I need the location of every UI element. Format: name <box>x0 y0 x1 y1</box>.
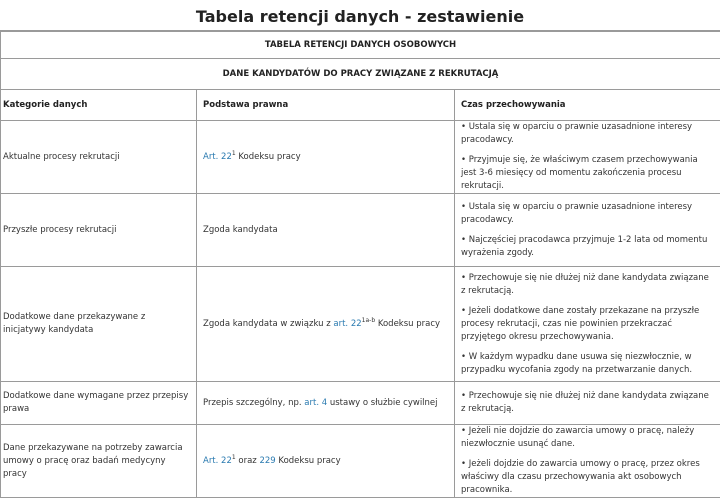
legal-basis-cell <box>197 194 455 267</box>
retention-bullet: • Jeżeli nie dojdzie do zawarcia umowy o pracę, należy niezwłocznie usunąć dane. <box>461 426 695 449</box>
legal-basis-text: Kodeksu pracy <box>235 151 301 162</box>
retention-bullet: • Najczęściej pracodawca przyjmuje 1-2 lata od momentu wyrażenia zgody. <box>461 234 708 258</box>
subsection-title-row <box>1 59 720 90</box>
retention-bullet: • Jeżeli dojdzie do zawarcia umowy o pracę, przez okres właściwy dla czasu przechowywania akt osobowych pracownika. <box>461 459 700 495</box>
column-header-retention: Czas przechowywania <box>455 90 720 121</box>
retention-bullet: • Ustala się w oparciu o prawnie uzasadnione interesy pracodawcy. <box>461 122 693 145</box>
retention-bullet: • W każdym wypadku dane usuwa się niezwłocznie, w przypadku wycofania zgody na przetwarzanie danych. <box>461 351 693 375</box>
legal-basis-cell <box>197 121 455 194</box>
legal-basis-text: oraz <box>235 455 260 466</box>
legal-basis-cell <box>197 267 455 382</box>
section-title: TABELA RETENCJI DANYCH OSOBOWYCH <box>1 32 720 59</box>
article-superscript: 1a-b <box>361 316 376 324</box>
page-title: Tabela retencji danych - zestawienie <box>0 0 720 31</box>
article-superscript: 1 <box>231 453 236 461</box>
column-header-category: Kategorie danych <box>1 90 197 121</box>
legal-basis-text: Zgoda kandydata w związku z <box>203 318 334 329</box>
retention-cell <box>455 425 720 498</box>
retention-cell <box>455 121 720 194</box>
retention-bullet: • Przyjmuje się, że właściwym czasem przechowywania jest 3-6 miesięcy od momentu zakończenia procesu rekrutacji. <box>461 155 698 191</box>
legal-basis-text: Kodeksu pracy <box>375 318 441 329</box>
category-cell: Aktualne procesy rekrutacji <box>1 121 197 194</box>
law-article-link[interactable]: Art. 22 <box>203 455 232 466</box>
retention-cell <box>455 194 720 267</box>
table-row <box>1 194 720 267</box>
legal-basis-cell <box>197 382 455 425</box>
retention-cell <box>455 267 720 382</box>
retention-bullet: • Przechowuje się nie dłużej niż dane kandydata związane z rekrutacją. <box>461 391 709 414</box>
law-article-link[interactable]: 229 <box>259 455 276 466</box>
law-article-link[interactable]: art. 22 <box>333 318 362 329</box>
law-article-link[interactable]: art. 4 <box>304 397 328 408</box>
law-article-link[interactable]: Art. 22 <box>203 151 232 162</box>
category-cell: Dodatkowe dane wymagane przez przepisy prawa <box>1 382 197 425</box>
section-title-row <box>1 32 720 59</box>
retention-cell <box>455 382 720 425</box>
retention-bullet: • Ustala się w oparciu o prawnie uzasadnione interesy pracodawcy. <box>461 201 693 225</box>
category-cell: Dodatkowe dane przekazywane z inicjatywy kandydata <box>1 267 197 382</box>
retention-bullet: • Jeżeli dodatkowe dane zostały przekazane na przyszłe procesy rekrutacji, czas nie powinien przekraczać przyjętego okresu przechowywania. <box>461 305 700 342</box>
legal-basis-cell <box>197 425 455 498</box>
table-row <box>1 382 720 425</box>
subsection-title: DANE KANDYDATÓW DO PRACY ZWIĄZANE Z REKRUTACJĄ <box>1 59 720 90</box>
column-header-legal-basis: Podstawa prawna <box>197 90 455 121</box>
category-cell: Przyszłe procesy rekrutacji <box>1 194 197 267</box>
legal-basis-text: ustawy o służbie cywilnej <box>327 397 438 408</box>
table-row <box>1 121 720 194</box>
category-cell: Dane przekazywane na potrzeby zawarcia umowy o pracę oraz badań medycyny pracy <box>1 425 197 498</box>
legal-basis-text: Kodeksu pracy <box>275 455 341 466</box>
column-header-row <box>1 90 720 121</box>
table-row <box>1 425 720 498</box>
retention-bullet: • Przechowuje się nie dłużej niż dane kandydata związane z rekrutacją. <box>461 272 709 296</box>
retention-table <box>0 31 720 498</box>
legal-basis-text: Przepis szczególny, np. <box>203 397 305 408</box>
table-row <box>1 267 720 382</box>
article-superscript: 1 <box>231 149 236 157</box>
legal-basis-text: Zgoda kandydata <box>203 224 278 235</box>
